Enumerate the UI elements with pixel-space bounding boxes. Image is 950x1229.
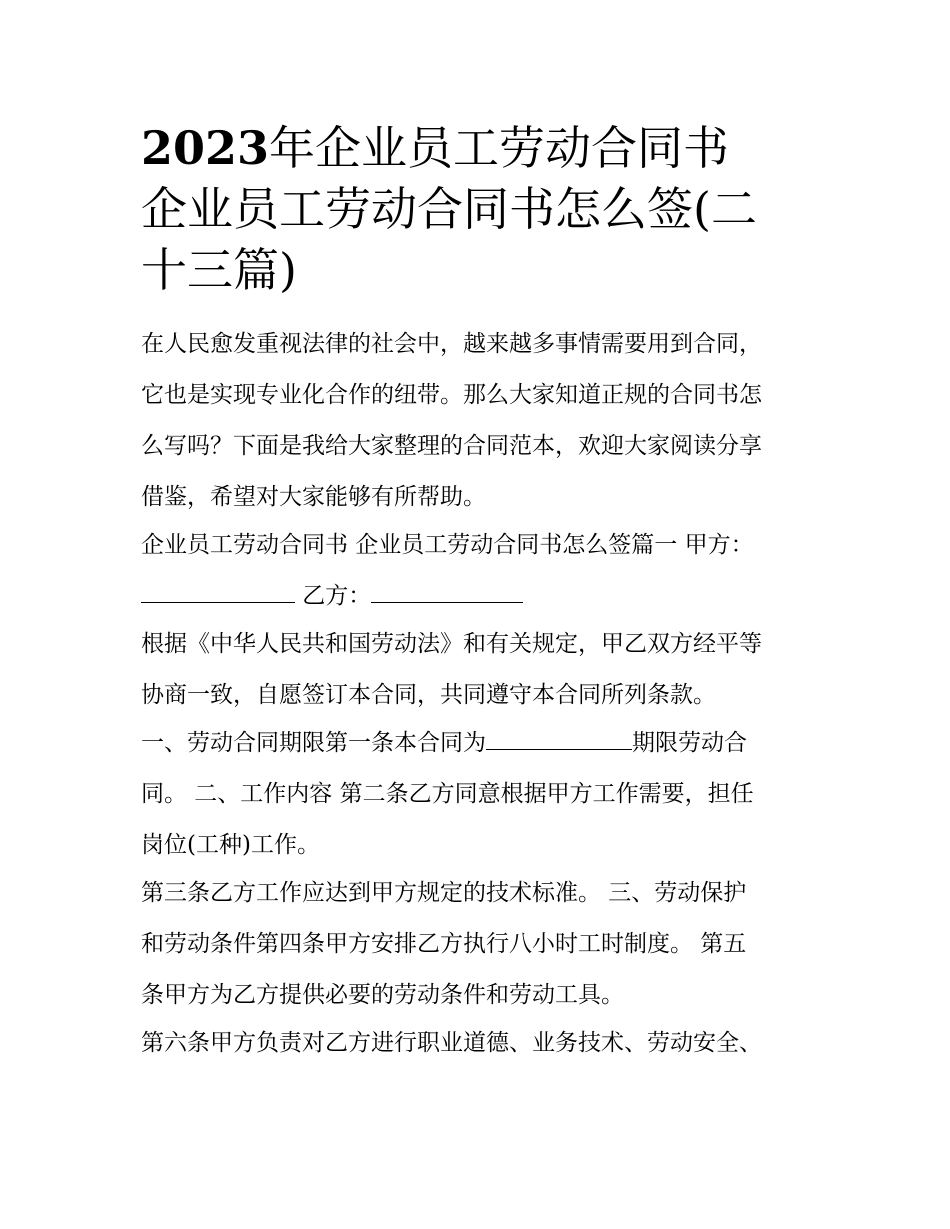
party-a-blank: [141, 578, 295, 603]
intro-line: 借鉴，希望对大家能够有所帮助。: [141, 484, 486, 510]
standard-clause-line: 第三条乙方工作应达到甲方规定的技术标准。 三、劳动保护: [141, 880, 747, 906]
parties-paragraph: [141, 527, 813, 625]
party-b-label: 乙方：: [295, 583, 372, 609]
title-line-2: 企业员工劳动合同书怎么签(二: [141, 182, 757, 236]
document-page: [141, 118, 813, 1077]
basis-line: 根据《中华人民共和国劳动法》和有关规定，甲乙双方经平等: [141, 631, 762, 657]
intro-line: 它也是实现专业化合作的纽带。那么大家知道正规的合同书怎: [141, 382, 762, 408]
document-body: [141, 326, 813, 1076]
basis-line: 协商一致，自愿签订本合同，共同遵守本合同所列条款。: [141, 682, 716, 708]
parties-line: 企业员工劳动合同书 企业员工劳动合同书怎么签篇一 甲方：: [141, 532, 754, 558]
basis-paragraph: [141, 626, 813, 724]
training-clause-line: 第六条甲方负责对乙方进行职业道德、业务技术、劳动安全、: [141, 1030, 762, 1056]
intro-paragraph: [141, 326, 813, 526]
standard-clause-line: 和劳动条件第四条甲方安排乙方执行八小时工时制度。 第五: [141, 931, 747, 957]
document-title: [141, 118, 813, 301]
term-clause-text-post: 期限劳动合: [632, 730, 747, 756]
title-year: 2023: [141, 121, 270, 175]
term-clause-text-pre: 一、劳动合同期限第一条本合同为: [141, 730, 486, 756]
term-blank: [486, 725, 632, 750]
term-clause-line: [141, 725, 813, 776]
standard-clause-line: 条甲方为乙方提供必要的劳动条件和劳动工具。: [141, 982, 624, 1008]
term-clause-line: 同。 二、工作内容 第二条乙方同意根据甲方工作需要，担任: [141, 781, 754, 807]
term-clause-line: 岗位(工种)工作。: [141, 832, 320, 858]
title-line-3: 十三篇): [141, 243, 297, 297]
intro-line: 么写吗？下面是我给大家整理的合同范本，欢迎大家阅读分享: [141, 433, 762, 459]
party-b-blank: [371, 578, 523, 603]
term-clause-paragraph: [141, 725, 813, 874]
standard-clause-paragraph: [141, 875, 813, 1024]
title-line-1: [141, 118, 813, 179]
title-line-1-text: 年企业员工劳动合同书: [269, 121, 730, 175]
training-clause-paragraph: [141, 1025, 813, 1076]
parties-blanks-line: [141, 578, 813, 625]
intro-line: 在人民愈发重视法律的社会中，越来越多事情需要用到合同，: [141, 331, 762, 357]
